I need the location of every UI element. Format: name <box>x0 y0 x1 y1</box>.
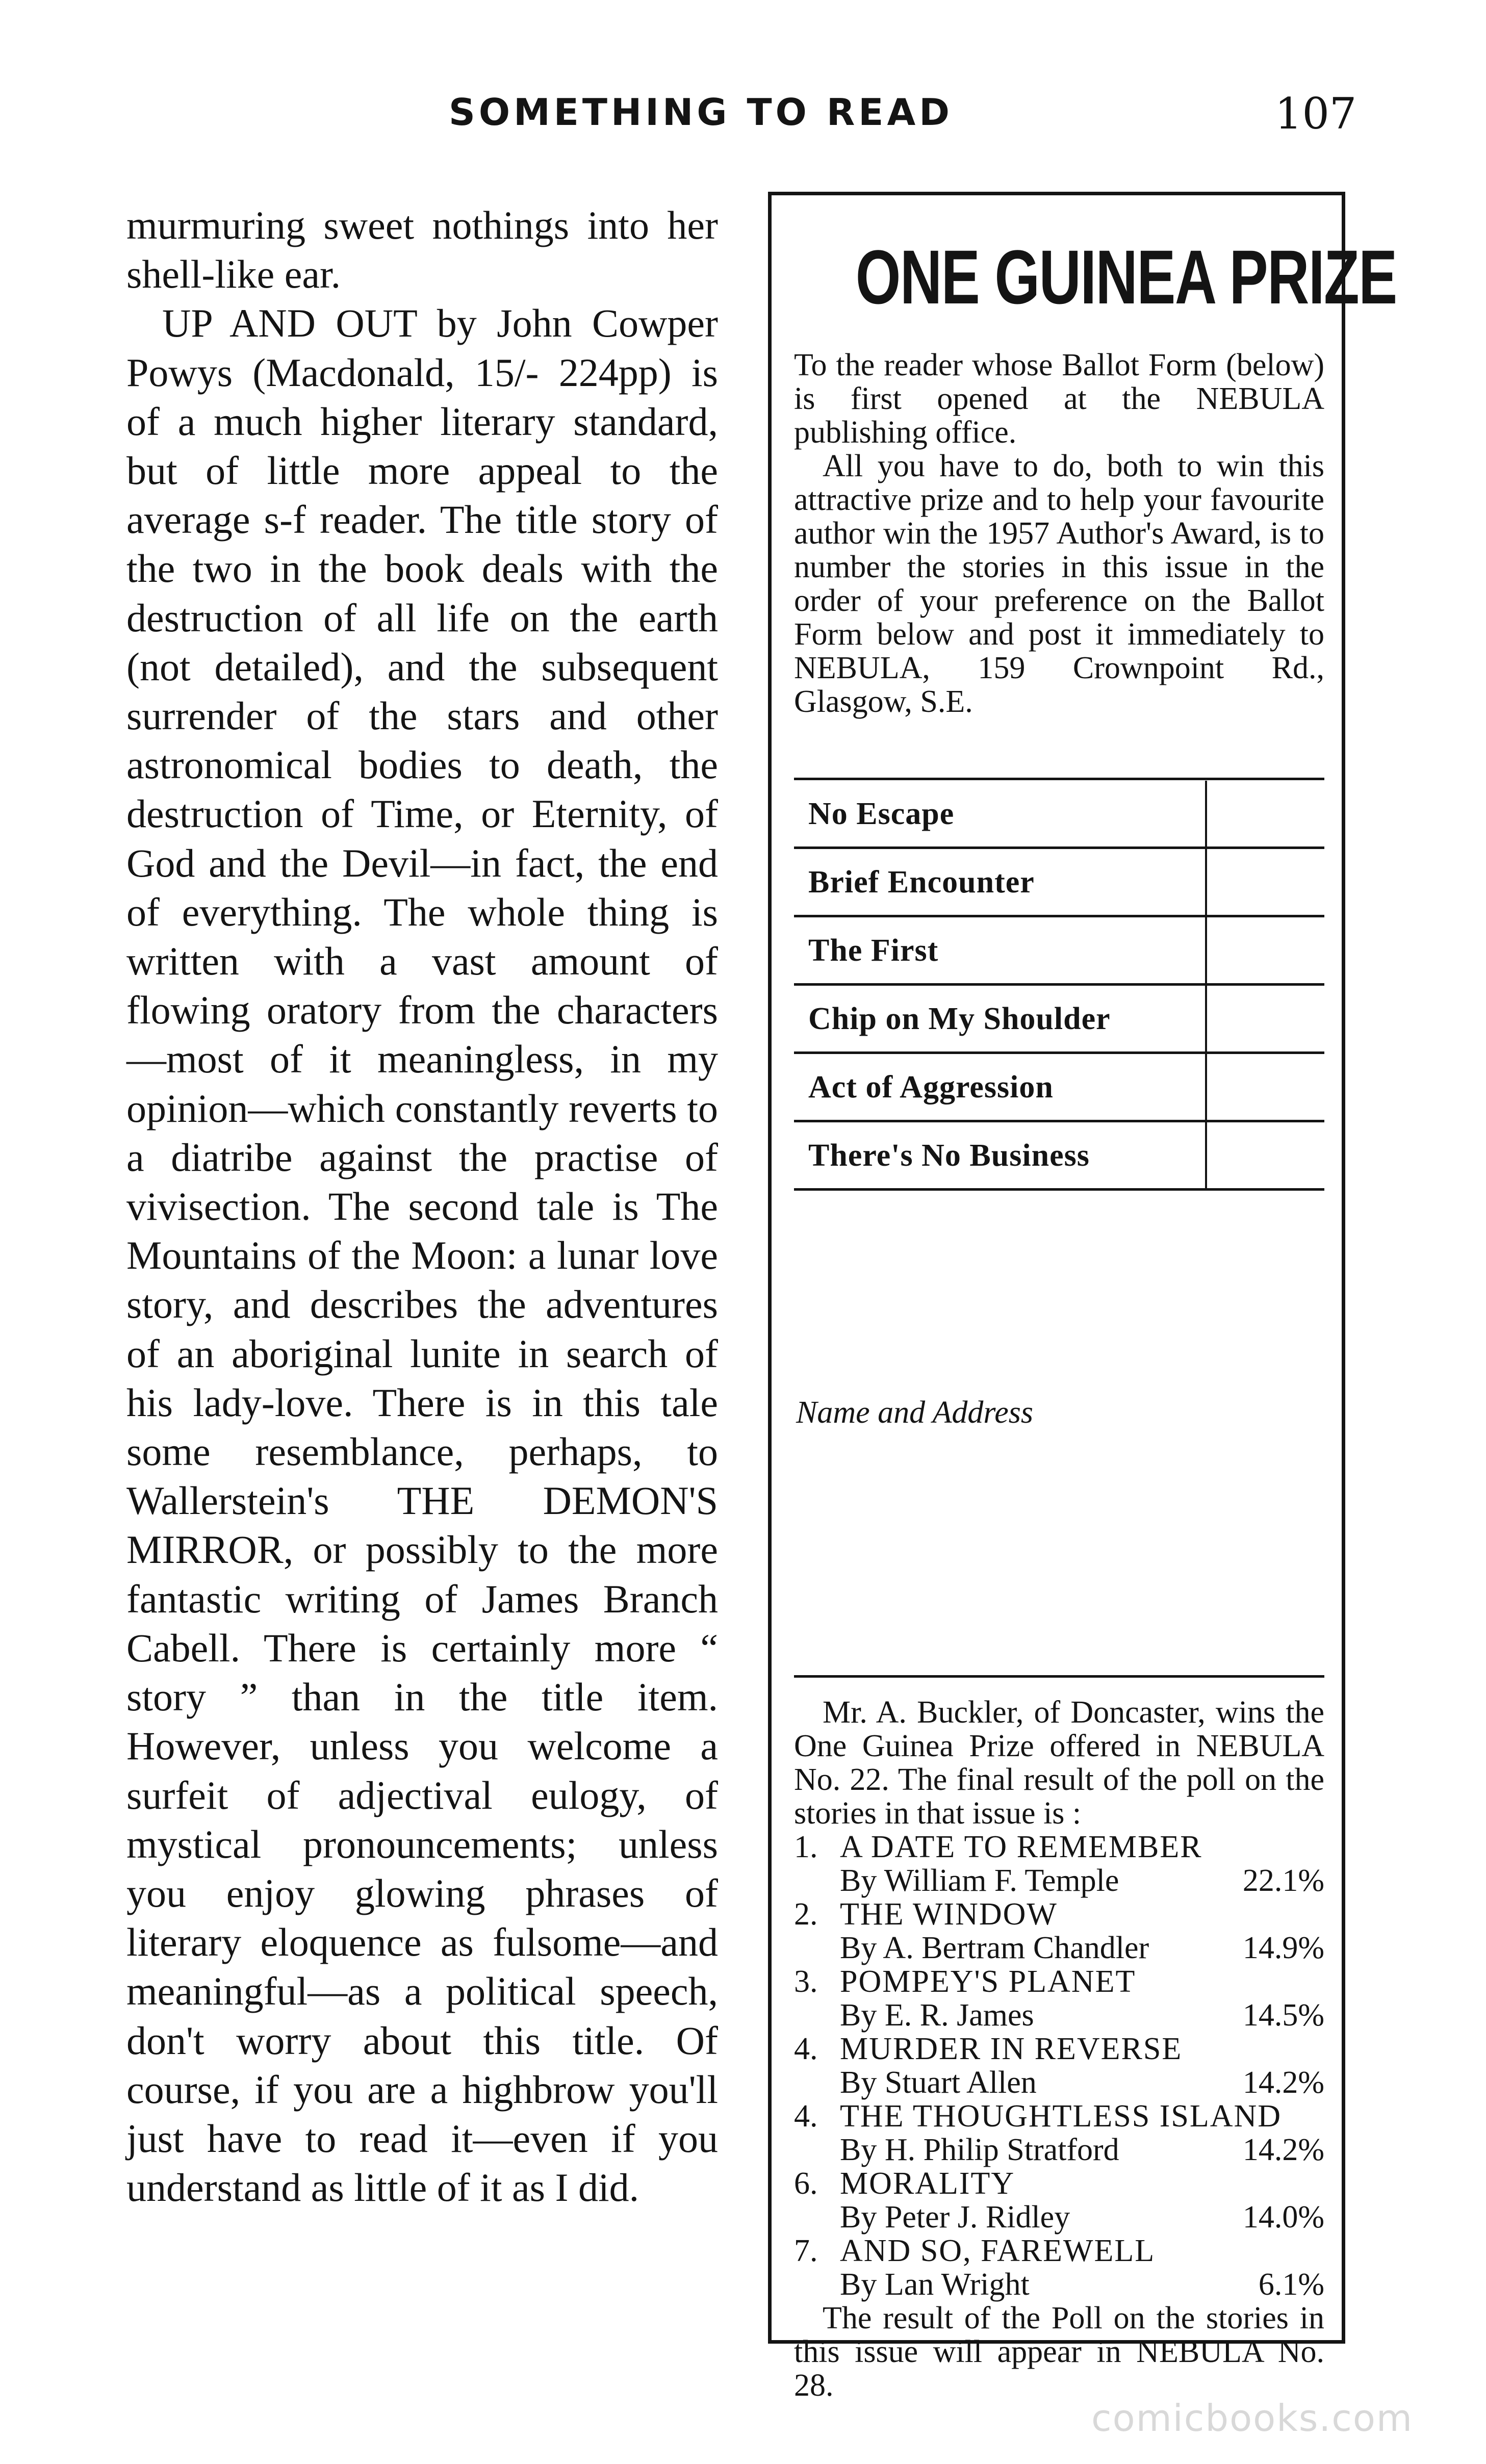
prize-ballot-panel <box>768 192 1397 2403</box>
ballot-row <box>794 1054 1324 1122</box>
result-rank: 1. <box>794 1830 818 1864</box>
ballot-row <box>794 1122 1324 1191</box>
result-rank: 3. <box>794 1964 818 1999</box>
ballot-rank-box[interactable] <box>1205 781 1324 846</box>
result-author: By H. Philip Stratford <box>840 2133 1119 2167</box>
result-author: By William F. Temple <box>840 1863 1119 1898</box>
result-percent: 14.0% <box>1242 2200 1324 2235</box>
result-byline <box>840 1864 1324 1897</box>
page-number: 107 <box>1275 89 1357 139</box>
result-rank: 4. <box>794 2099 818 2134</box>
result-byline <box>840 2268 1324 2301</box>
result-item <box>794 2167 1324 2234</box>
ballot-rank-box[interactable] <box>1205 917 1324 983</box>
ballot-rank-box[interactable] <box>1205 1122 1324 1188</box>
running-head: SOMETHING TO READ <box>449 91 953 134</box>
ballot-row <box>794 849 1324 917</box>
ballot-form <box>794 781 1324 1191</box>
poll-results <box>794 1696 1324 2402</box>
result-byline <box>840 1998 1324 2032</box>
result-item <box>794 2032 1324 2099</box>
result-author: By E. R. James <box>840 1998 1034 2033</box>
result-author: By Peter J. Ridley <box>840 2200 1070 2235</box>
result-title: AND SO, FAREWELL <box>840 2234 1156 2268</box>
result-title: THE WINDOW <box>840 1897 1058 1932</box>
result-rank: 2. <box>794 1897 818 1932</box>
result-title: POMPEY'S PLANET <box>840 1964 1136 1999</box>
ballot-top-rule <box>794 778 1324 780</box>
result-byline <box>840 2133 1324 2167</box>
ballot-row <box>794 781 1324 849</box>
ballot-row <box>794 986 1324 1054</box>
result-item <box>794 1897 1324 1965</box>
result-rank: 4. <box>794 2032 818 2066</box>
prize-headline: ONE GUINEA PRIZE <box>855 234 1397 320</box>
ballot-rank-box[interactable] <box>1205 849 1324 915</box>
result-author: By A. Bertram Chandler <box>840 1931 1149 1965</box>
ballot-story-title: No Escape <box>808 797 955 831</box>
result-item <box>794 1830 1324 1897</box>
result-item <box>794 2234 1324 2301</box>
result-percent: 14.2% <box>1242 2133 1324 2167</box>
review-column <box>126 201 718 2212</box>
results-top-rule <box>794 1675 1324 1678</box>
result-title: MURDER IN REVERSE <box>840 2032 1183 2066</box>
ballot-row <box>794 917 1324 986</box>
result-author: By Lan Wright <box>840 2267 1030 2302</box>
prize-instructions: All you have to do, both to win this attractive prize and to help your favourite author win the 1957 Author's Award, is to number the stories in this issue in the order of your preference on the Ballot Form below and post it immediately to NEBULA, 159 Crownpoint Rd., Glasgow, S.E. <box>794 449 1324 719</box>
ballot-rank-box[interactable] <box>1205 1054 1324 1120</box>
results-lead: Mr. A. Buckler, of Doncaster, wins the One Guinea Prize offered in NEBULA No. 22. The final result of the poll on the stories in that issue is : <box>794 1695 1324 1831</box>
result-title: THE THOUGHTLESS ISLAND <box>840 2099 1282 2134</box>
ballot-story-title: Chip on My Shoulder <box>808 1002 1111 1036</box>
prize-intro-text: To the reader whose Ballot Form (below) is first opened at the NEBULA publishing office. <box>794 348 1324 450</box>
result-byline <box>840 1931 1324 1965</box>
result-rank: 6. <box>794 2166 818 2201</box>
review-paragraph: UP AND OUT by John Cowper Powys (Macdonald, 15/- 224pp) is of a much higher literary standard, but of little more appeal to the average s-f reader. The title story of the two in the book deals with the destruction of all life on the earth (not detailed), and the subsequent surrender of the stars and other astronomical bodies to death, the destruction of Time, or Eternity, of God and the Devil—in fact, the end of everything. The whole thing is written with a vast amount of flowing oratory from the characters—most of it meaningless, in my opinion—which constantly reverts to a diatribe against the practise of vivisection. The second tale is The Mountains of the Moon: a lunar love story, and describes the adventures of an aboriginal lunite in search of his lady-love. There is in this tale some resemblance, perhaps, to Wallerstein's THE DEMON'S MIRROR, or possibly to the more fantastic writing of James Branch Cabell. There is certainly more “ story ” than in the title item. However, unless you welcome a surfeit of adjectival eulogy, of mystical pronouncements; unless you enjoy glowing phrases of literary eloquence as fulsome—and meaningful—as a political speech, don't worry about this title. Of course, if you are a highbrow you'll just have to read it—even if you understand as little of it as I did. <box>126 301 718 2210</box>
results-list <box>794 1830 1324 2301</box>
ballot-story-title: There's No Business <box>808 1138 1090 1173</box>
prize-intro <box>794 348 1324 718</box>
ballot-story-title: Brief Encounter <box>808 865 1035 900</box>
result-percent: 22.1% <box>1242 1863 1324 1898</box>
watermark: comicbooks.com <box>1091 2397 1414 2440</box>
ballot-story-title: The First <box>808 933 939 968</box>
results-closing: The result of the Poll on the stories in this issue will appear in NEBULA No. 28. <box>794 2301 1324 2403</box>
result-item <box>794 1965 1324 2032</box>
review-paragraph: murmuring sweet nothings into her shell-like ear. <box>126 203 718 297</box>
result-percent: 6.1% <box>1258 2267 1324 2302</box>
result-author: By Stuart Allen <box>840 2065 1037 2100</box>
result-byline <box>840 2200 1324 2234</box>
ballot-story-title: Act of Aggression <box>808 1070 1054 1105</box>
result-rank: 7. <box>794 2234 818 2268</box>
result-percent: 14.5% <box>1242 1998 1324 2033</box>
result-byline <box>840 2066 1324 2099</box>
name-address-label: Name and Address <box>796 1395 1033 1430</box>
result-percent: 14.9% <box>1242 1931 1324 1965</box>
result-title: MORALITY <box>840 2166 1015 2201</box>
result-item <box>794 2099 1324 2167</box>
result-title: A DATE TO REMEMBER <box>840 1830 1202 1864</box>
ballot-rank-box[interactable] <box>1205 986 1324 1051</box>
result-percent: 14.2% <box>1242 2065 1324 2100</box>
